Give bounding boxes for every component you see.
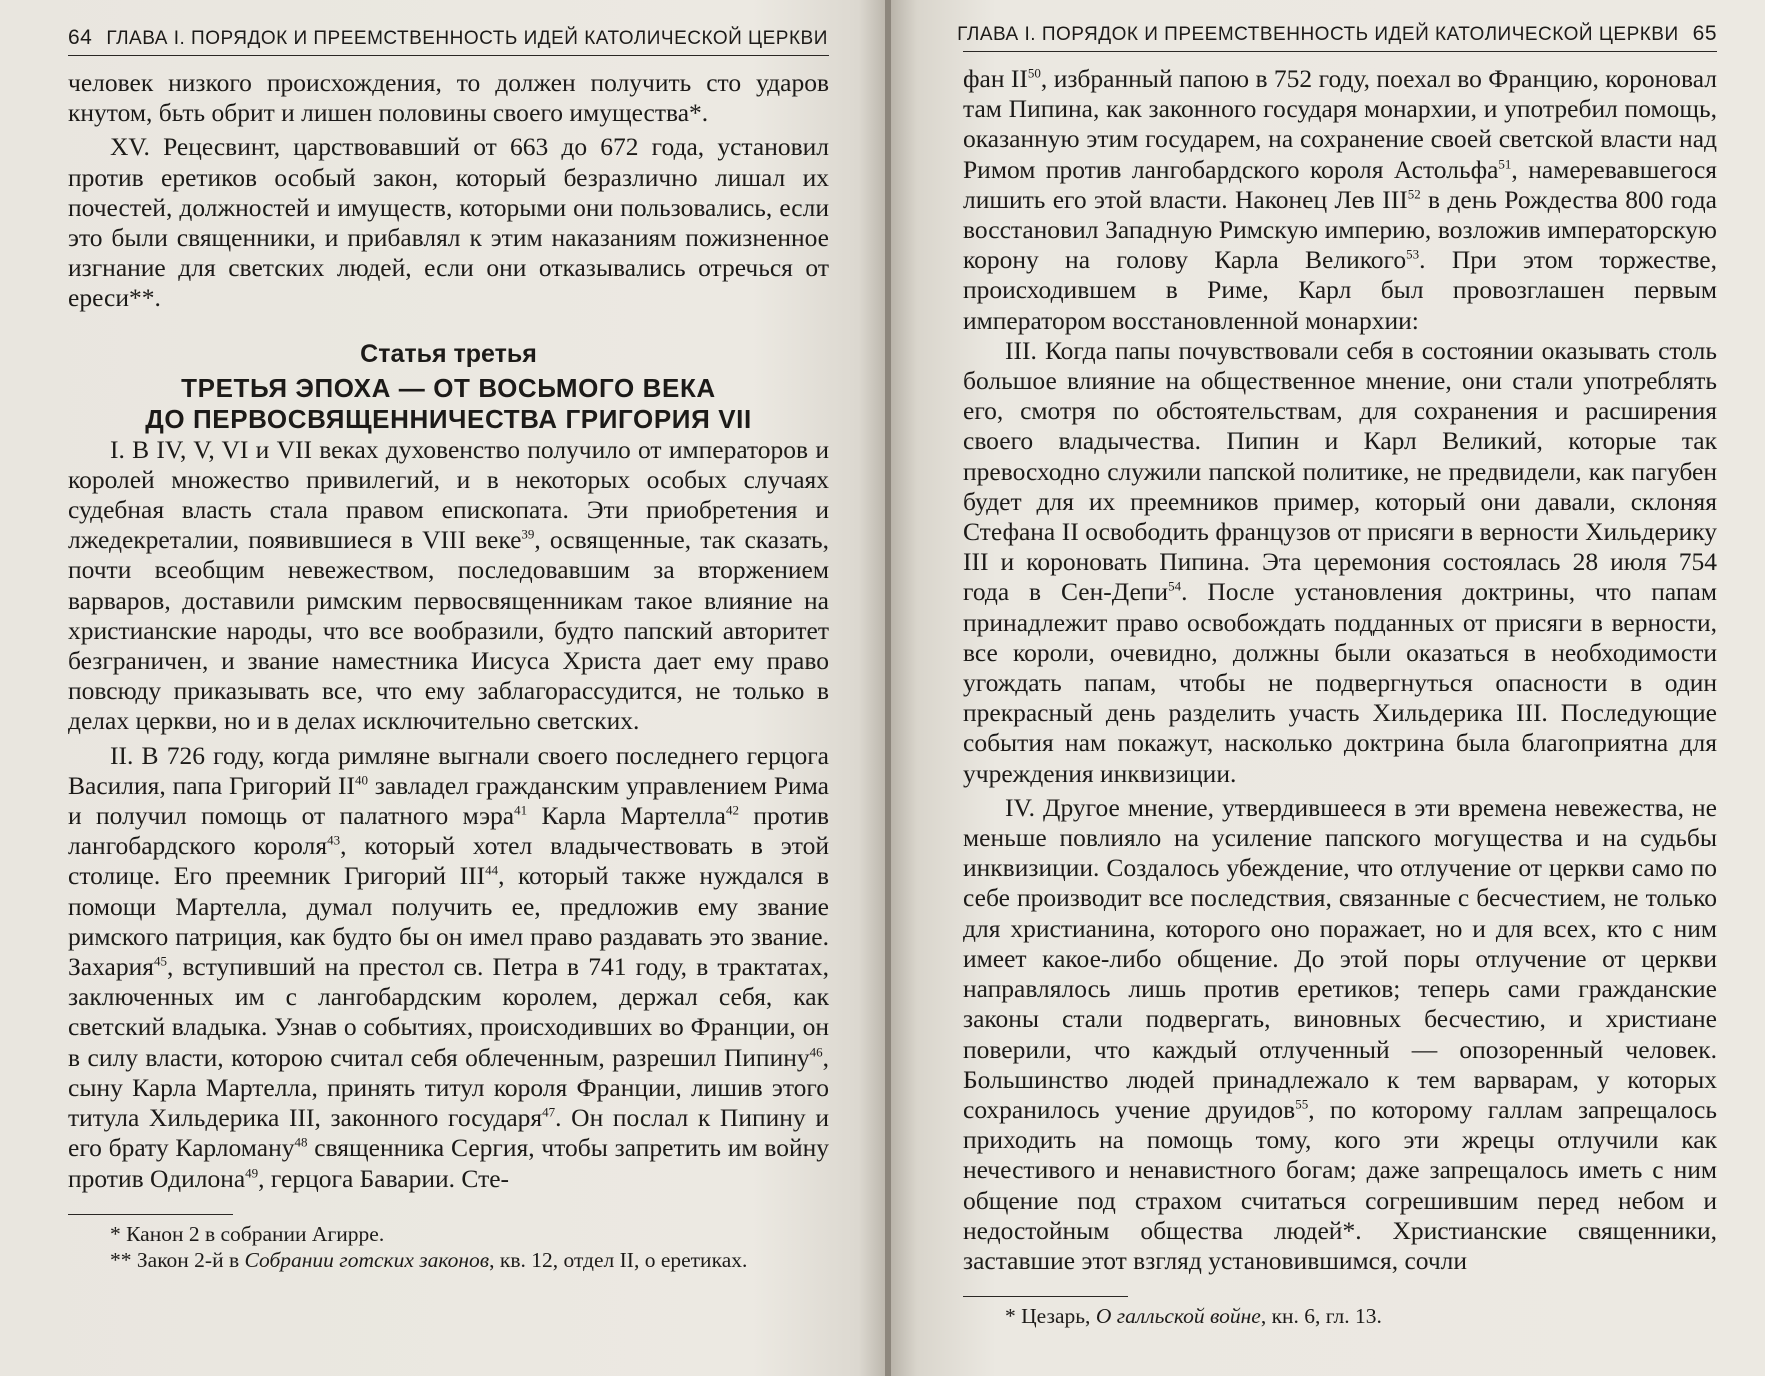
left-paragraph-1: человек низкого происхождения, то должен получить сто ударов кнутом, бьть обрит и лишен половины своего имущества*. [68,68,829,128]
right-paragraph-1 [963,64,1717,336]
right-paragraph-3 [963,793,1717,1276]
right-running-head-title: ГЛАВА I. ПОРЯДОК И ПРЕЕМСТВЕННОСТЬ ИДЕЙ КАТОЛИЧЕСКОЙ ЦЕРКВИ [957,24,1679,45]
text-run: , герцога Баварии. Сте- [258,1163,510,1193]
left-paragraph-4 [68,741,829,1194]
left-running-head-title: ГЛАВА I. ПОРЯДОК И ПРЕЕМСТВЕННОСТЬ ИДЕЙ КАТОЛИЧЕСКОЙ ЦЕРКВИ [106,28,828,49]
text-run: ** Закон 2-й в [110,1247,245,1272]
footnote-ref: 45 [153,953,167,969]
text-run: , кн. 6, гл. 13. [1260,1304,1382,1329]
footnote-ref: 44 [485,862,499,878]
footnote-ref: 43 [327,832,341,848]
footnote-ref: 42 [725,802,739,818]
left-page-number: 64 [68,26,93,49]
right-footnote-rule [963,1296,1128,1297]
text-run: , намеревавшегося лишить его этой власти. Наконец Лев III [963,154,1717,214]
right-paragraph-2 [963,336,1717,789]
text-run: II. В 726 году, когда римляне выгнали своего последнего герцога Василия, папа Григорий II [68,740,829,800]
footnote-ref: 51 [1498,156,1512,172]
text-run: , по которому галлам запрещалось приходить на помощь тому, кого эти жрецы отлучили как нечестивого и ненавистного богам; даже запрещалось иметь с ним общение под страхом считаться согрешившим перед небом и недостойным общества людей*. Христианские священники, заставшие этот взгляд установившимся, сочли [963,1094,1717,1275]
text-run: IV. Другое мнение, утвердившееся в эти времена невежества, не меньше повлияло на усиление папского могущества и на судьбы инквизиции. Создалось убеждение, что отлучение от церкви само по себе производит все последствия, связанные с бесчестием, не только для христианина, которого оно поражает, но и для всех, кто с ним имеет какое-либо общение. До этой поры отлучение от церкви направлялось лишь против еретиков; теперь сами гражданские законы стали подвергать, виновных бесчестию, и христиане поверили, что каждый отлученный — опозоренный человек. Большинство людей принадлежало к тем варварам, у которых сохранилось учение друидов [963,792,1717,1124]
footnote-ref: 55 [1295,1096,1309,1112]
text-run: I. В IV, V, VI и VII веках духовенство получило от императоров и королей множество привилегий, и в некоторых особых случаях судебная власть стала правом епископата. Эти приобретения и лжедекреталии, появившиеся в VIII веке [68,434,829,555]
text-run: * Цезарь, [1005,1304,1096,1329]
text-run: III. Когда папы почувствовали себя в состоянии оказывать столь большое влияние на общественное мнение, они стали употреблять его, смотря по обстоятельствам, для сохранения и расширения своего владычества. Пипин и Карл Великий, которые так превосходно служили папской политике, не предвидели, как пагубен будет для их преемников пример, который они давали, склоняя Стефана II освободить французов от присяги в верности Хильдерику III и короновать Пипина. Эта церемония состоялась 28 июля 754 года в Сен-Депи [963,335,1717,607]
book-title: О галльской войне [1095,1304,1261,1329]
left-footnote-2 [68,1247,829,1273]
section-title-line-1: ТРЕТЬЯ ЭПОХА — ОТ ВОСЬМОГО ВЕКА [181,372,716,403]
text-run: . При этом торжестве, происходившем в Риме, Карл был провозглашен первым императором восстановленной монархии: [963,245,1717,335]
right-running-head [957,22,1717,52]
right-page-number: 65 [1692,22,1717,45]
text-run: , избранный папою в 752 году, поехал во Францию, короновал там Пипина, как законного государя монархии, и употребил помощь, оказанную этим государем, на сохранение своей светской власти над Римом против лангобардского короля Астольфа [963,64,1717,184]
text-run: священника Сергия, чтобы запретить им войну против Одилона [68,1133,830,1193]
text-run: . После установления доктрины, что папам принадлежит право освобождать подданных от присяги в верности, все короли, очевидно, должны были оказаться в необходимости угождать папам, чтобы не подвергнуться опасности в один прекрасный день разделить участь Хильдерика III. Последующие события нам покажут, насколько доктрина была благоприятна для учреждения инквизиции. [963,577,1717,788]
left-paragraph-3 [68,435,829,737]
footnote-ref: 46 [809,1044,823,1060]
left-footnote-1: * Канон 2 в собрании Агирре. [110,1221,385,1246]
footnote-ref: 47 [542,1104,556,1120]
text-run: , который хотел владычествовать в этой столице. Его преемник Григорий III [68,831,829,891]
text-run: фан II [963,64,1028,93]
footnote-ref: 50 [1027,65,1041,81]
footnote-ref: 41 [514,802,528,818]
footnote-ref: 52 [1407,186,1421,202]
text-run: . Он послал к Пипину и его брату Карломану [68,1103,829,1163]
text-run: против лангобардского короля [68,801,829,861]
right-page [891,0,1765,1376]
book-title: Собрании готских законов [244,1247,490,1272]
right-footnote-1 [963,1303,1717,1329]
footnote-ref: 48 [294,1134,308,1150]
text-run: , освященные, так сказать, почти всеобщим невежеством, последовавшим за вторжением варваров, доставили римским первосвященникам такое влияние на христианские народы, что все вообразили, будто папский авторитет безграничен, и звание наместника Иисуса Христа дает ему право повсюду приказывать все, что ему заблагорассудится, не только в делах церкви, но и в делах исключительно светских. [68,525,830,736]
text-run: , сыну Карла Мартелла, принять титул короля Франции, лишив этого титула Хильдерика III, законного государя [68,1042,829,1133]
footnote-ref: 53 [1406,246,1420,262]
section-title-line-2: ДО ПЕРВОСВЯЩЕННИЧЕСТВА ГРИГОРИЯ VII [145,403,752,434]
text-run: , кв. 12, отдел II, о еретиках. [489,1247,748,1272]
left-paragraph-2: XV. Рецесвинт, царствовавший от 663 до 672 года, установил против еретиков особый закон, который безразлично лишал их почестей, должностей и имуществ, которыми они пользовались, если это были священники, и прибавлял к этим наказаниям пожизненное изгнание для светских людей, если они отказывались отречься от ереси**. [68,132,829,313]
text-run: в день Рождества 800 года восстановил Западную Римскую империю, возложив императорскую корону на голову Карла Великого [963,184,1717,275]
text-run: завладел гражданским управлением Рима и получил помощь от палатного мэра [68,770,829,831]
text-run: , вступивший на престол св. Петра в 741 году, в трактатах, заключенных им с лангобардским королем, держал себя, как светский владыка. Узнав о событиях, происходивших во Франции, он в силу власти, которою считал себя облеченным, разрешил Пипину [68,952,829,1072]
text-run: , который также нуждался в помощи Мартелла, думал получить ее, предложив ему звание римского патриция, как будто бы он имел право раздавать это звание. Захария [68,861,829,982]
footnote-ref: 40 [354,772,368,788]
left-footnote-rule [68,1214,233,1215]
footnote-ref: 54 [1168,578,1182,594]
footnote-ref: 39 [521,526,535,542]
section-label: Статья третья [360,339,537,368]
left-running-head [68,26,829,56]
footnote-ref: 49 [245,1165,259,1180]
text-run: Карла Мартелла [527,801,726,831]
